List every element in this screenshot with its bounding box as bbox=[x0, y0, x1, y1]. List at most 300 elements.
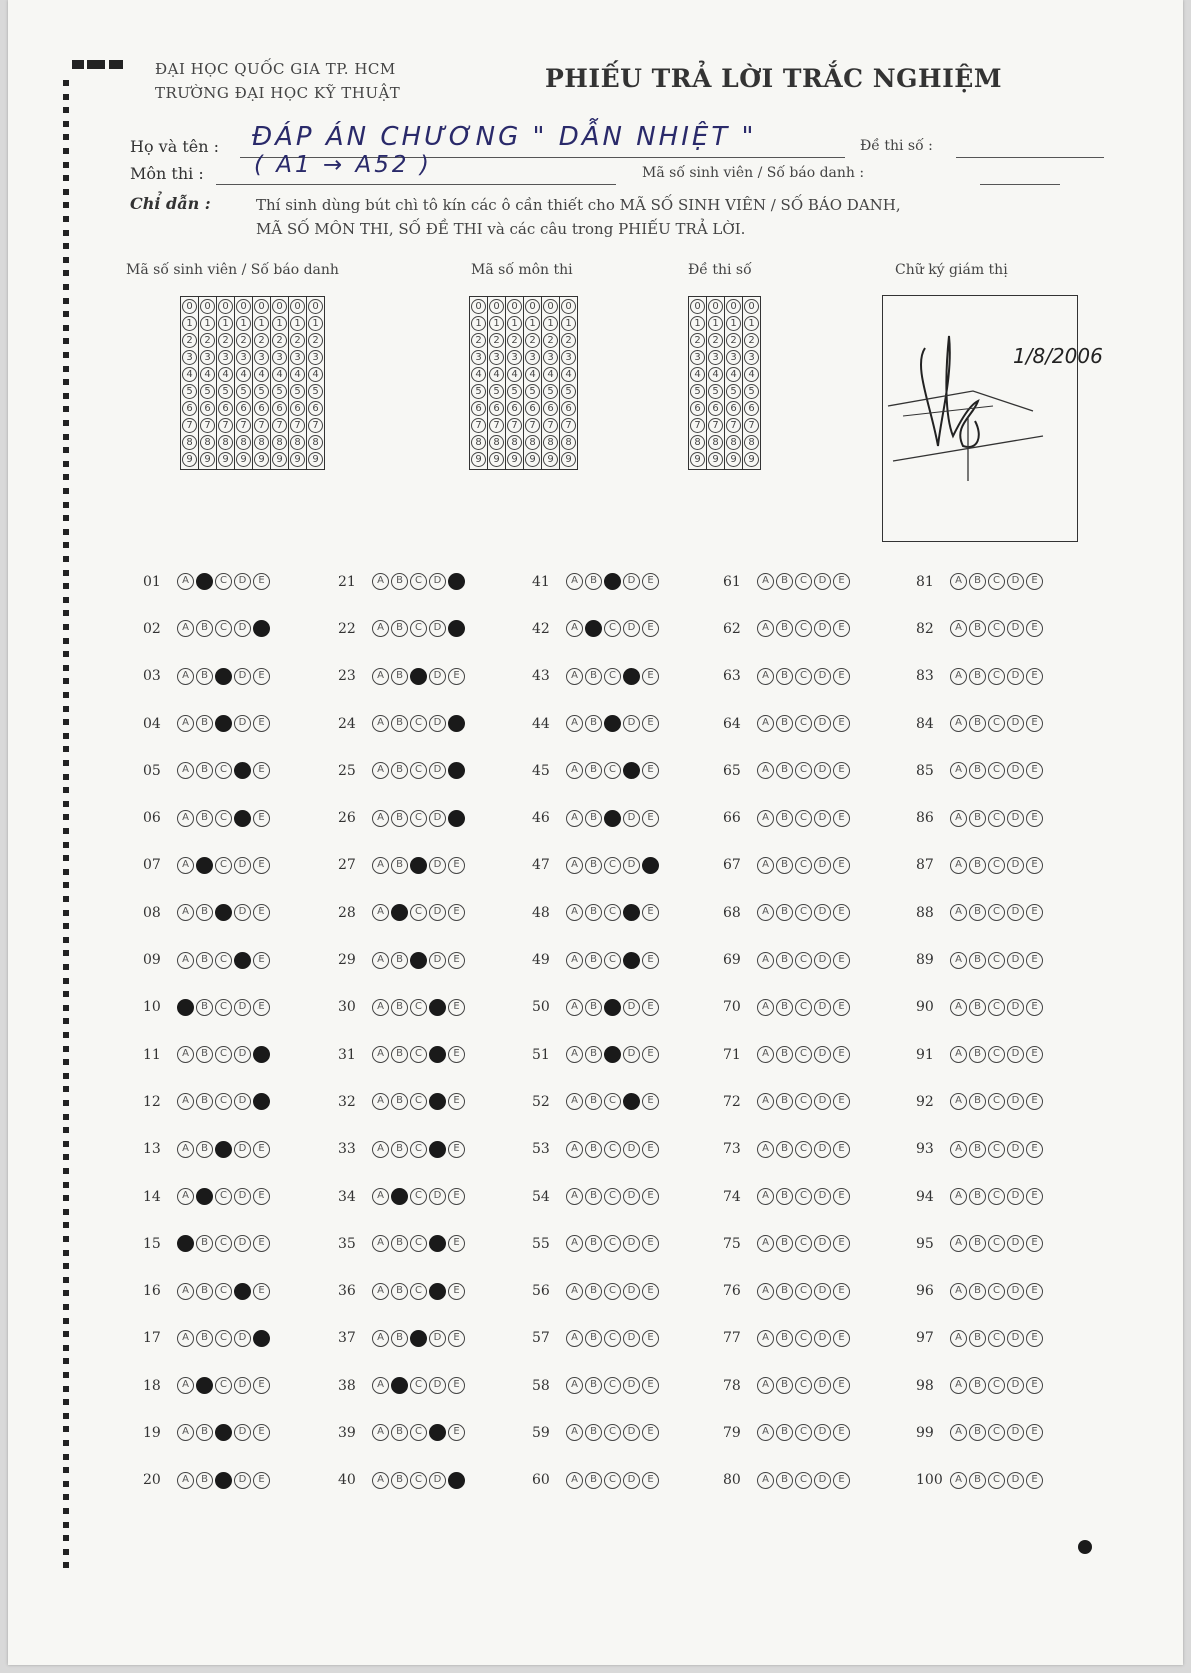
answer-bubble[interactable] bbox=[391, 1188, 408, 1205]
answer-bubble[interactable]: E bbox=[642, 810, 659, 827]
digit-bubble[interactable]: 6 bbox=[543, 401, 558, 416]
answer-bubble[interactable]: C bbox=[215, 999, 232, 1016]
answer-bubble[interactable]: E bbox=[1026, 857, 1043, 874]
answer-bubble[interactable] bbox=[429, 1424, 446, 1441]
answer-bubble[interactable]: E bbox=[1026, 1141, 1043, 1158]
answer-bubble[interactable]: D bbox=[814, 1235, 831, 1252]
answer-bubble[interactable]: C bbox=[215, 1377, 232, 1394]
answer-bubble[interactable]: C bbox=[795, 1046, 812, 1063]
answer-bubble[interactable]: D bbox=[814, 999, 831, 1016]
answer-bubble[interactable]: A bbox=[757, 1330, 774, 1347]
answer-bubble[interactable]: A bbox=[757, 1235, 774, 1252]
answer-bubble[interactable]: E bbox=[642, 573, 659, 590]
answer-bubble[interactable]: E bbox=[253, 1188, 270, 1205]
answer-bubble[interactable]: C bbox=[604, 1093, 621, 1110]
digit-bubble[interactable]: 5 bbox=[272, 384, 287, 399]
answer-bubble[interactable]: E bbox=[253, 715, 270, 732]
digit-bubble[interactable]: 1 bbox=[525, 316, 540, 331]
digit-bubble[interactable]: 4 bbox=[744, 367, 759, 382]
answer-bubble[interactable] bbox=[253, 1330, 270, 1347]
answer-bubble[interactable]: E bbox=[253, 573, 270, 590]
answer-bubble[interactable]: C bbox=[988, 1330, 1005, 1347]
answer-bubble[interactable]: B bbox=[391, 952, 408, 969]
answer-bubble[interactable]: D bbox=[814, 715, 831, 732]
answer-bubble[interactable]: C bbox=[215, 1283, 232, 1300]
answer-bubble[interactable]: A bbox=[566, 1188, 583, 1205]
answer-bubble[interactable]: E bbox=[833, 999, 850, 1016]
answer-bubble[interactable]: A bbox=[566, 1235, 583, 1252]
answer-bubble[interactable]: B bbox=[391, 1424, 408, 1441]
answer-bubble[interactable]: B bbox=[969, 1046, 986, 1063]
answer-bubble[interactable]: D bbox=[1007, 1235, 1024, 1252]
answer-bubble[interactable]: C bbox=[795, 1188, 812, 1205]
answer-bubble[interactable]: A bbox=[950, 573, 967, 590]
answer-bubble[interactable] bbox=[429, 1141, 446, 1158]
answer-bubble[interactable]: D bbox=[429, 952, 446, 969]
answer-bubble[interactable]: E bbox=[833, 857, 850, 874]
answer-bubble[interactable]: C bbox=[795, 952, 812, 969]
answer-bubble[interactable]: E bbox=[833, 1283, 850, 1300]
answer-bubble[interactable]: C bbox=[988, 1235, 1005, 1252]
answer-bubble[interactable] bbox=[623, 1093, 640, 1110]
answer-bubble[interactable]: E bbox=[448, 668, 465, 685]
answer-bubble[interactable]: B bbox=[196, 1235, 213, 1252]
answer-bubble[interactable]: E bbox=[833, 810, 850, 827]
digit-bubble[interactable]: 6 bbox=[744, 401, 759, 416]
answer-bubble[interactable]: B bbox=[391, 762, 408, 779]
answer-bubble[interactable]: A bbox=[950, 1330, 967, 1347]
answer-bubble[interactable]: A bbox=[177, 1424, 194, 1441]
digit-bubble[interactable]: 2 bbox=[489, 333, 504, 348]
answer-bubble[interactable]: A bbox=[950, 1046, 967, 1063]
answer-bubble[interactable]: C bbox=[604, 952, 621, 969]
answer-bubble[interactable]: D bbox=[1007, 1330, 1024, 1347]
answer-bubble[interactable]: E bbox=[642, 620, 659, 637]
answer-bubble[interactable]: D bbox=[1007, 1093, 1024, 1110]
answer-bubble[interactable]: B bbox=[585, 810, 602, 827]
answer-bubble[interactable]: A bbox=[177, 1093, 194, 1110]
digit-bubble[interactable]: 6 bbox=[561, 401, 576, 416]
answer-bubble[interactable]: C bbox=[988, 1188, 1005, 1205]
answer-bubble[interactable]: E bbox=[833, 1424, 850, 1441]
answer-bubble[interactable]: B bbox=[776, 1046, 793, 1063]
answer-bubble[interactable]: E bbox=[642, 1046, 659, 1063]
answer-bubble[interactable]: E bbox=[642, 1472, 659, 1489]
digit-bubble[interactable]: 0 bbox=[525, 299, 540, 314]
answer-bubble[interactable]: B bbox=[585, 904, 602, 921]
answer-bubble[interactable]: C bbox=[410, 1141, 427, 1158]
answer-bubble[interactable]: C bbox=[988, 668, 1005, 685]
digit-bubble[interactable]: 0 bbox=[218, 299, 233, 314]
answer-bubble[interactable]: A bbox=[757, 1377, 774, 1394]
answer-bubble[interactable]: A bbox=[566, 573, 583, 590]
digit-bubble[interactable]: 0 bbox=[744, 299, 759, 314]
answer-bubble[interactable] bbox=[234, 810, 251, 827]
digit-bubble[interactable]: 4 bbox=[182, 367, 197, 382]
answer-bubble[interactable]: E bbox=[642, 999, 659, 1016]
answer-bubble[interactable]: D bbox=[814, 1046, 831, 1063]
digit-bubble[interactable]: 5 bbox=[471, 384, 486, 399]
answer-bubble[interactable]: E bbox=[253, 1283, 270, 1300]
answer-bubble[interactable]: B bbox=[585, 857, 602, 874]
answer-bubble[interactable]: A bbox=[757, 904, 774, 921]
answer-bubble[interactable]: E bbox=[1026, 810, 1043, 827]
digit-bubble[interactable]: 5 bbox=[708, 384, 723, 399]
digit-bubble[interactable]: 9 bbox=[561, 452, 576, 467]
answer-bubble[interactable]: D bbox=[814, 668, 831, 685]
answer-bubble[interactable]: B bbox=[196, 1472, 213, 1489]
answer-bubble[interactable]: A bbox=[757, 810, 774, 827]
answer-bubble[interactable]: A bbox=[757, 762, 774, 779]
digit-bubble[interactable]: 4 bbox=[308, 367, 323, 382]
answer-bubble[interactable]: A bbox=[177, 620, 194, 637]
answer-bubble[interactable] bbox=[215, 715, 232, 732]
answer-bubble[interactable]: B bbox=[585, 762, 602, 779]
answer-bubble[interactable]: A bbox=[566, 857, 583, 874]
answer-bubble[interactable]: D bbox=[814, 1093, 831, 1110]
answer-bubble[interactable]: B bbox=[391, 1472, 408, 1489]
answer-bubble[interactable]: D bbox=[623, 857, 640, 874]
digit-bubble[interactable]: 2 bbox=[218, 333, 233, 348]
answer-bubble[interactable]: B bbox=[391, 668, 408, 685]
answer-bubble[interactable]: B bbox=[776, 810, 793, 827]
answer-bubble[interactable]: E bbox=[448, 1046, 465, 1063]
answer-bubble[interactable]: E bbox=[253, 904, 270, 921]
digit-bubble[interactable]: 1 bbox=[290, 316, 305, 331]
answer-bubble[interactable]: B bbox=[776, 904, 793, 921]
answer-bubble[interactable]: C bbox=[410, 762, 427, 779]
answer-bubble[interactable]: C bbox=[410, 1093, 427, 1110]
digit-bubble[interactable]: 8 bbox=[471, 435, 486, 450]
answer-bubble[interactable]: D bbox=[623, 1046, 640, 1063]
digit-bubble[interactable]: 2 bbox=[525, 333, 540, 348]
answer-bubble[interactable]: B bbox=[969, 1141, 986, 1158]
digit-bubble[interactable]: 9 bbox=[471, 452, 486, 467]
answer-bubble[interactable]: A bbox=[950, 1424, 967, 1441]
answer-bubble[interactable] bbox=[623, 762, 640, 779]
answer-bubble[interactable]: E bbox=[642, 1093, 659, 1110]
answer-bubble[interactable]: E bbox=[253, 952, 270, 969]
answer-bubble[interactable]: A bbox=[950, 762, 967, 779]
answer-bubble[interactable]: D bbox=[1007, 999, 1024, 1016]
answer-bubble[interactable]: E bbox=[833, 1046, 850, 1063]
answer-bubble[interactable]: B bbox=[585, 1046, 602, 1063]
answer-bubble[interactable] bbox=[448, 762, 465, 779]
digit-bubble[interactable]: 9 bbox=[525, 452, 540, 467]
digit-bubble[interactable]: 0 bbox=[236, 299, 251, 314]
digit-bubble[interactable]: 6 bbox=[525, 401, 540, 416]
answer-bubble[interactable] bbox=[196, 1377, 213, 1394]
answer-bubble[interactable]: B bbox=[585, 715, 602, 732]
digit-bubble[interactable]: 0 bbox=[543, 299, 558, 314]
answer-bubble[interactable]: C bbox=[988, 857, 1005, 874]
answer-bubble[interactable]: A bbox=[372, 1472, 389, 1489]
answer-bubble[interactable]: C bbox=[988, 1377, 1005, 1394]
answer-bubble[interactable]: E bbox=[1026, 715, 1043, 732]
answer-bubble[interactable]: C bbox=[215, 952, 232, 969]
answer-bubble[interactable]: A bbox=[950, 620, 967, 637]
answer-bubble[interactable]: E bbox=[1026, 1330, 1043, 1347]
digit-bubble[interactable]: 6 bbox=[200, 401, 215, 416]
answer-bubble[interactable]: E bbox=[253, 1141, 270, 1158]
answer-bubble[interactable]: A bbox=[177, 857, 194, 874]
digit-bubble[interactable]: 7 bbox=[200, 418, 215, 433]
digit-bubble[interactable]: 3 bbox=[543, 350, 558, 365]
answer-bubble[interactable]: A bbox=[177, 1141, 194, 1158]
answer-bubble[interactable]: C bbox=[795, 810, 812, 827]
answer-bubble[interactable]: B bbox=[585, 1424, 602, 1441]
digit-bubble[interactable]: 2 bbox=[236, 333, 251, 348]
answer-bubble[interactable]: A bbox=[950, 1141, 967, 1158]
digit-bubble[interactable]: 0 bbox=[290, 299, 305, 314]
answer-bubble[interactable]: B bbox=[969, 668, 986, 685]
answer-bubble[interactable]: E bbox=[1026, 999, 1043, 1016]
digit-bubble[interactable]: 7 bbox=[254, 418, 269, 433]
answer-bubble[interactable]: A bbox=[757, 1093, 774, 1110]
answer-bubble[interactable] bbox=[429, 1046, 446, 1063]
digit-bubble[interactable]: 9 bbox=[254, 452, 269, 467]
answer-bubble[interactable] bbox=[253, 1093, 270, 1110]
digit-bubble[interactable]: 5 bbox=[543, 384, 558, 399]
answer-bubble[interactable]: D bbox=[623, 715, 640, 732]
digit-bubble[interactable]: 7 bbox=[489, 418, 504, 433]
answer-bubble[interactable]: E bbox=[833, 1472, 850, 1489]
digit-bubble[interactable]: 0 bbox=[690, 299, 705, 314]
digit-bubble[interactable]: 7 bbox=[561, 418, 576, 433]
answer-bubble[interactable]: C bbox=[795, 668, 812, 685]
answer-bubble[interactable]: B bbox=[196, 620, 213, 637]
answer-bubble[interactable]: E bbox=[448, 999, 465, 1016]
answer-bubble[interactable]: D bbox=[1007, 810, 1024, 827]
answer-bubble[interactable]: B bbox=[776, 620, 793, 637]
answer-bubble[interactable]: C bbox=[988, 1093, 1005, 1110]
answer-bubble[interactable]: A bbox=[372, 1188, 389, 1205]
answer-bubble[interactable]: A bbox=[372, 573, 389, 590]
digit-bubble[interactable]: 9 bbox=[507, 452, 522, 467]
answer-bubble[interactable]: E bbox=[253, 1472, 270, 1489]
answer-bubble[interactable]: C bbox=[988, 952, 1005, 969]
answer-bubble[interactable]: C bbox=[604, 620, 621, 637]
answer-bubble[interactable] bbox=[391, 1377, 408, 1394]
answer-bubble[interactable]: D bbox=[1007, 1472, 1024, 1489]
digit-bubble[interactable]: 8 bbox=[236, 435, 251, 450]
digit-bubble[interactable]: 2 bbox=[272, 333, 287, 348]
answer-bubble[interactable]: B bbox=[776, 857, 793, 874]
answer-bubble[interactable]: A bbox=[757, 1424, 774, 1441]
answer-bubble[interactable]: B bbox=[969, 1283, 986, 1300]
answer-bubble[interactable]: E bbox=[833, 668, 850, 685]
answer-bubble[interactable]: C bbox=[215, 620, 232, 637]
answer-bubble[interactable]: B bbox=[196, 668, 213, 685]
answer-bubble[interactable]: A bbox=[757, 1472, 774, 1489]
answer-bubble[interactable]: D bbox=[234, 573, 251, 590]
digit-bubble[interactable]: 9 bbox=[308, 452, 323, 467]
answer-bubble[interactable]: C bbox=[988, 762, 1005, 779]
answer-bubble[interactable]: C bbox=[604, 1235, 621, 1252]
digit-bubble[interactable]: 0 bbox=[708, 299, 723, 314]
digit-bubble[interactable]: 2 bbox=[726, 333, 741, 348]
digit-bubble[interactable]: 3 bbox=[708, 350, 723, 365]
answer-bubble[interactable]: C bbox=[988, 620, 1005, 637]
digit-bubble[interactable]: 3 bbox=[182, 350, 197, 365]
digit-bubble[interactable]: 1 bbox=[489, 316, 504, 331]
answer-bubble[interactable]: E bbox=[253, 1235, 270, 1252]
digit-bubble[interactable]: 0 bbox=[561, 299, 576, 314]
digit-bubble[interactable]: 8 bbox=[561, 435, 576, 450]
answer-bubble[interactable]: A bbox=[757, 668, 774, 685]
answer-bubble[interactable]: D bbox=[429, 1377, 446, 1394]
digit-bubble[interactable]: 8 bbox=[543, 435, 558, 450]
digit-bubble[interactable]: 6 bbox=[308, 401, 323, 416]
answer-bubble[interactable]: E bbox=[448, 1424, 465, 1441]
answer-bubble[interactable]: E bbox=[833, 1188, 850, 1205]
digit-bubble[interactable]: 7 bbox=[708, 418, 723, 433]
answer-bubble[interactable]: E bbox=[448, 1093, 465, 1110]
answer-bubble[interactable]: B bbox=[776, 952, 793, 969]
answer-bubble[interactable]: E bbox=[448, 1377, 465, 1394]
answer-bubble[interactable]: A bbox=[757, 715, 774, 732]
answer-bubble[interactable]: A bbox=[177, 1472, 194, 1489]
answer-bubble[interactable] bbox=[604, 715, 621, 732]
answer-bubble[interactable]: D bbox=[234, 999, 251, 1016]
answer-bubble[interactable]: D bbox=[814, 904, 831, 921]
answer-bubble[interactable]: C bbox=[988, 1283, 1005, 1300]
answer-bubble[interactable]: C bbox=[410, 620, 427, 637]
digit-bubble[interactable]: 0 bbox=[182, 299, 197, 314]
digit-bubble[interactable]: 4 bbox=[290, 367, 305, 382]
answer-bubble[interactable]: E bbox=[833, 1377, 850, 1394]
digit-bubble[interactable]: 3 bbox=[561, 350, 576, 365]
answer-bubble[interactable]: A bbox=[566, 620, 583, 637]
digit-bubble[interactable]: 6 bbox=[272, 401, 287, 416]
answer-bubble[interactable]: E bbox=[253, 857, 270, 874]
answer-bubble[interactable]: D bbox=[1007, 1283, 1024, 1300]
answer-bubble[interactable]: A bbox=[950, 1472, 967, 1489]
digit-bubble[interactable]: 8 bbox=[744, 435, 759, 450]
digit-bubble[interactable]: 0 bbox=[308, 299, 323, 314]
answer-bubble[interactable] bbox=[448, 620, 465, 637]
answer-bubble[interactable]: B bbox=[969, 762, 986, 779]
answer-bubble[interactable]: B bbox=[585, 1235, 602, 1252]
answer-bubble[interactable]: B bbox=[776, 1188, 793, 1205]
answer-bubble[interactable]: B bbox=[391, 620, 408, 637]
answer-bubble[interactable] bbox=[604, 810, 621, 827]
subject-code-bubble-grid[interactable] bbox=[469, 296, 578, 470]
answer-bubble[interactable]: D bbox=[234, 1141, 251, 1158]
answer-bubble[interactable]: E bbox=[833, 1235, 850, 1252]
answer-bubble[interactable]: A bbox=[177, 1330, 194, 1347]
answer-bubble[interactable] bbox=[234, 762, 251, 779]
digit-bubble[interactable]: 9 bbox=[726, 452, 741, 467]
answer-bubble[interactable]: D bbox=[623, 999, 640, 1016]
answer-bubble[interactable]: B bbox=[196, 1093, 213, 1110]
answer-bubble[interactable]: B bbox=[969, 1188, 986, 1205]
answer-bubble[interactable]: B bbox=[585, 1330, 602, 1347]
digit-bubble[interactable]: 7 bbox=[543, 418, 558, 433]
answer-bubble[interactable]: C bbox=[795, 1235, 812, 1252]
answer-bubble[interactable]: E bbox=[1026, 1377, 1043, 1394]
answer-bubble[interactable]: D bbox=[1007, 1377, 1024, 1394]
digit-bubble[interactable]: 2 bbox=[744, 333, 759, 348]
answer-bubble[interactable]: E bbox=[642, 1188, 659, 1205]
answer-bubble[interactable]: B bbox=[196, 952, 213, 969]
answer-bubble[interactable]: E bbox=[1026, 573, 1043, 590]
answer-bubble[interactable]: A bbox=[566, 1424, 583, 1441]
answer-bubble[interactable]: A bbox=[566, 1377, 583, 1394]
digit-bubble[interactable]: 1 bbox=[254, 316, 269, 331]
answer-bubble[interactable]: C bbox=[988, 1424, 1005, 1441]
answer-bubble[interactable]: A bbox=[950, 668, 967, 685]
digit-bubble[interactable]: 6 bbox=[218, 401, 233, 416]
answer-bubble[interactable]: D bbox=[234, 715, 251, 732]
answer-bubble[interactable]: E bbox=[642, 952, 659, 969]
answer-bubble[interactable]: B bbox=[196, 999, 213, 1016]
digit-bubble[interactable]: 8 bbox=[507, 435, 522, 450]
answer-bubble[interactable]: E bbox=[1026, 1424, 1043, 1441]
answer-bubble[interactable]: D bbox=[1007, 904, 1024, 921]
answer-bubble[interactable]: B bbox=[585, 1283, 602, 1300]
answer-bubble[interactable]: A bbox=[177, 952, 194, 969]
answer-bubble[interactable]: D bbox=[623, 1424, 640, 1441]
answer-bubble[interactable] bbox=[585, 620, 602, 637]
digit-bubble[interactable]: 5 bbox=[218, 384, 233, 399]
answer-bubble[interactable]: B bbox=[585, 1472, 602, 1489]
digit-bubble[interactable]: 6 bbox=[471, 401, 486, 416]
answer-bubble[interactable]: C bbox=[795, 1472, 812, 1489]
answer-bubble[interactable]: E bbox=[448, 1235, 465, 1252]
digit-bubble[interactable]: 2 bbox=[690, 333, 705, 348]
answer-bubble[interactable]: D bbox=[234, 1046, 251, 1063]
answer-bubble[interactable] bbox=[623, 668, 640, 685]
answer-bubble[interactable]: B bbox=[969, 810, 986, 827]
digit-bubble[interactable]: 7 bbox=[218, 418, 233, 433]
answer-bubble[interactable]: E bbox=[642, 1330, 659, 1347]
answer-bubble[interactable]: D bbox=[1007, 715, 1024, 732]
answer-bubble[interactable]: E bbox=[448, 904, 465, 921]
answer-bubble[interactable]: E bbox=[1026, 1046, 1043, 1063]
digit-bubble[interactable]: 8 bbox=[308, 435, 323, 450]
answer-bubble[interactable]: E bbox=[1026, 1093, 1043, 1110]
answer-bubble[interactable] bbox=[215, 668, 232, 685]
digit-bubble[interactable]: 6 bbox=[182, 401, 197, 416]
name-value[interactable]: ĐÁP ÁN CHƯƠNG " DẪN NHIỆT " bbox=[252, 122, 757, 152]
answer-bubble[interactable]: A bbox=[177, 904, 194, 921]
answer-bubble[interactable]: D bbox=[234, 1424, 251, 1441]
answer-bubble[interactable]: B bbox=[585, 952, 602, 969]
digit-bubble[interactable]: 3 bbox=[726, 350, 741, 365]
answer-bubble[interactable]: E bbox=[833, 952, 850, 969]
digit-bubble[interactable]: 3 bbox=[471, 350, 486, 365]
digit-bubble[interactable]: 9 bbox=[690, 452, 705, 467]
answer-bubble[interactable]: B bbox=[585, 668, 602, 685]
digit-bubble[interactable]: 5 bbox=[489, 384, 504, 399]
answer-bubble[interactable]: A bbox=[566, 1046, 583, 1063]
answer-bubble[interactable] bbox=[429, 1235, 446, 1252]
digit-bubble[interactable]: 4 bbox=[471, 367, 486, 382]
digit-bubble[interactable]: 6 bbox=[290, 401, 305, 416]
digit-bubble[interactable]: 8 bbox=[489, 435, 504, 450]
answer-bubble[interactable]: B bbox=[585, 1377, 602, 1394]
answer-bubble[interactable]: B bbox=[391, 1046, 408, 1063]
answer-bubble[interactable]: E bbox=[448, 952, 465, 969]
digit-bubble[interactable]: 6 bbox=[708, 401, 723, 416]
answer-bubble[interactable] bbox=[234, 952, 251, 969]
answer-bubble[interactable]: D bbox=[429, 1472, 446, 1489]
answer-bubble[interactable]: A bbox=[950, 952, 967, 969]
answer-bubble[interactable]: E bbox=[253, 1424, 270, 1441]
answer-bubble[interactable]: D bbox=[814, 1188, 831, 1205]
digit-bubble[interactable]: 2 bbox=[200, 333, 215, 348]
